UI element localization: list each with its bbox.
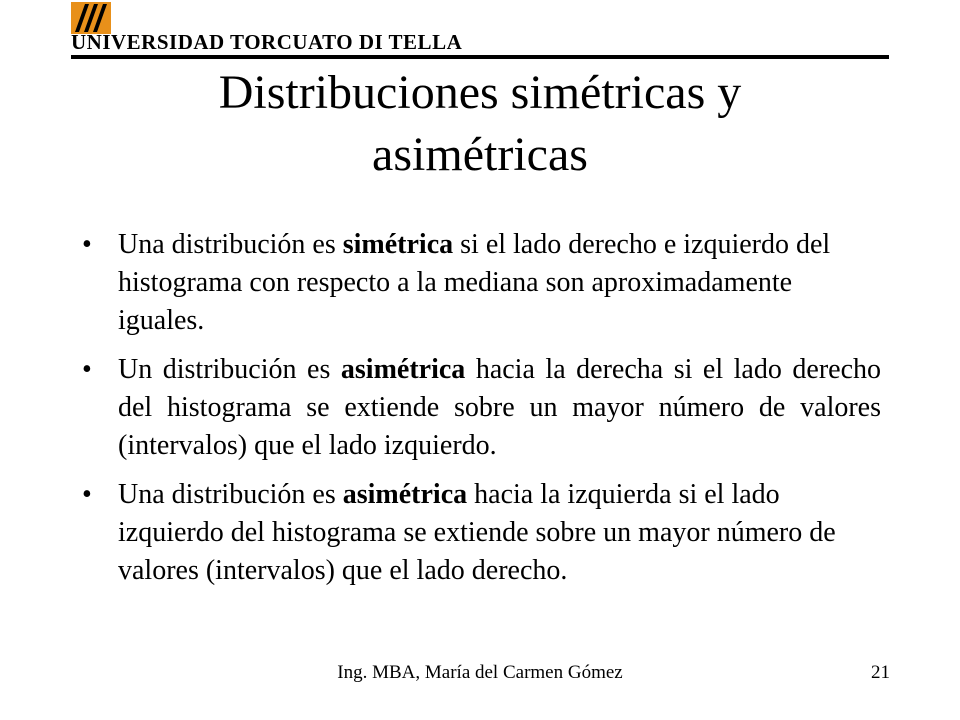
page-number: 21 (871, 662, 890, 683)
bullet-list (78, 226, 881, 601)
footer-author: Ing. MBA, María del Carmen Gómez (337, 662, 623, 683)
bullet-dot-icon: • (82, 354, 92, 385)
bullet-text-rest: hacia la izquierda si el lado izquierdo del histograma se extiende sobre un mayor número de valores (intervalos) que el lado derecho. (118, 479, 836, 586)
bullet-text-lead: Una distribución es (118, 479, 343, 510)
slide-title-line-2: asimétricas (372, 128, 588, 181)
bullet-text-lead: Una distribución es (118, 229, 343, 260)
slide-title (80, 62, 880, 186)
university-name: UNIVERSIDAD TORCUATO DI TELLA (71, 30, 463, 54)
bullet-item-right-skew (78, 351, 881, 465)
bullet-text (118, 479, 836, 586)
bullet-item-left-skew (78, 476, 881, 590)
bullet-dot-icon: • (82, 479, 92, 510)
bullet-item-symmetric (78, 226, 881, 340)
bullet-text-rest: si el lado derecho e izquierdo del histograma con respecto a la mediana son aproximadamente iguales. (118, 229, 831, 336)
bullet-dot-icon: • (82, 229, 92, 260)
bullet-text-rest: hacia la derecha si el lado derecho del histograma se extiende sobre un mayor número de valores (intervalos) que el lado izquierdo. (118, 354, 881, 461)
slide-title-line-1: Distribuciones simétricas y (218, 66, 742, 119)
bullet-keyword: asimétrica (342, 479, 468, 510)
bullet-text-lead: Un distribución es (118, 354, 341, 385)
bullet-text (118, 229, 830, 336)
bullet-text (118, 351, 881, 465)
header-divider (71, 55, 889, 59)
bullet-keyword: asimétrica (340, 354, 466, 385)
bullet-keyword: simétrica (342, 229, 454, 260)
